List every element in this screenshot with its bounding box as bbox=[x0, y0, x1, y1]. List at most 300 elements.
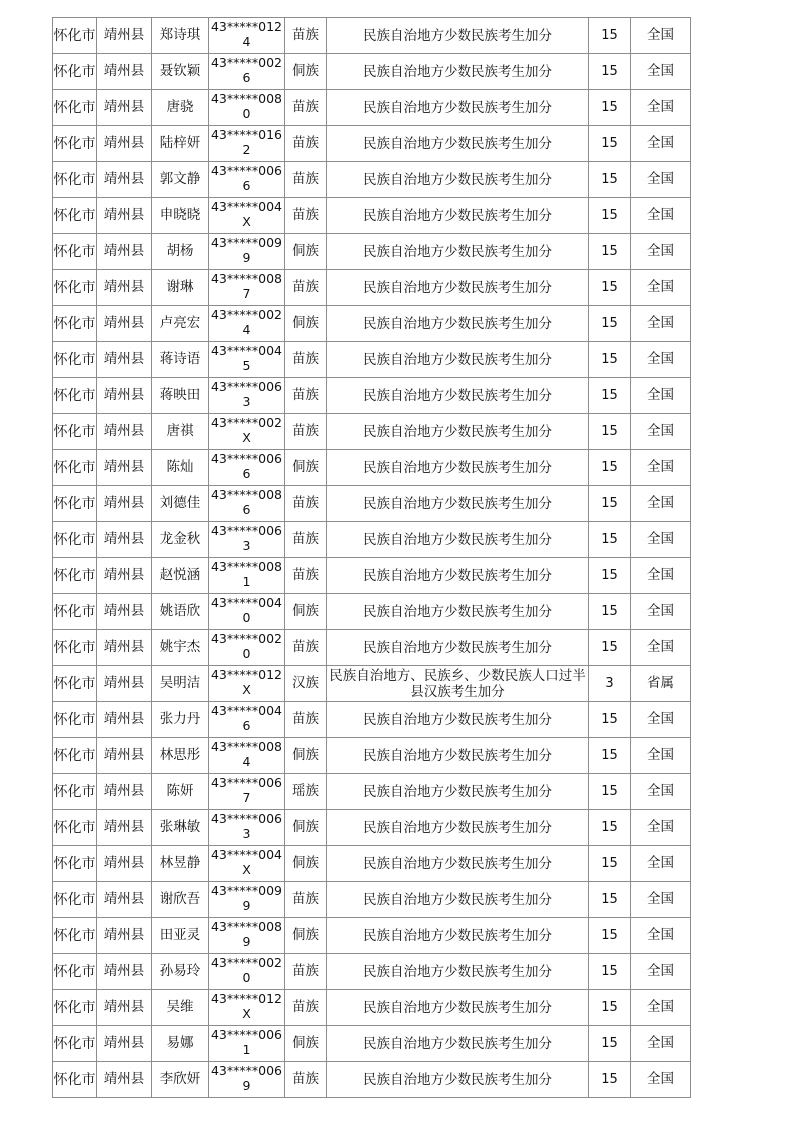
county-cell: 靖州县 bbox=[97, 774, 152, 810]
id-number-line-1: 43*****008 bbox=[210, 271, 282, 286]
ethnicity-cell: 瑶族 bbox=[285, 774, 327, 810]
id-number-cell bbox=[209, 882, 285, 918]
city-cell: 怀化市 bbox=[53, 270, 97, 306]
ethnicity-cell: 苗族 bbox=[285, 378, 327, 414]
scope-cell: 全国 bbox=[631, 198, 691, 234]
id-number-line-1: 43*****008 bbox=[210, 487, 282, 502]
county-cell: 靖州县 bbox=[97, 306, 152, 342]
bonus-item-cell: 民族自治地方少数民族考生加分 bbox=[327, 126, 589, 162]
name-cell: 胡杨 bbox=[152, 234, 209, 270]
bonus-score-cell: 15 bbox=[589, 198, 631, 234]
bonus-score-cell: 15 bbox=[589, 18, 631, 54]
bonus-score-cell: 15 bbox=[589, 810, 631, 846]
id-number-line-1: 43*****012 bbox=[210, 991, 282, 1006]
bonus-item-cell: 民族自治地方少数民族考生加分 bbox=[327, 90, 589, 126]
bonus-item-cell: 民族自治地方少数民族考生加分 bbox=[327, 306, 589, 342]
id-number-cell bbox=[209, 846, 285, 882]
id-number-line-1: 43*****008 bbox=[210, 919, 282, 934]
bonus-item-cell: 民族自治地方少数民族考生加分 bbox=[327, 918, 589, 954]
id-number-cell bbox=[209, 234, 285, 270]
county-cell: 靖州县 bbox=[97, 918, 152, 954]
id-number-line-1: 43*****012 bbox=[210, 19, 282, 34]
bonus-score-cell: 15 bbox=[589, 1062, 631, 1098]
bonus-item-cell: 民族自治地方少数民族考生加分 bbox=[327, 18, 589, 54]
table-row bbox=[53, 450, 691, 486]
table-row bbox=[53, 54, 691, 90]
city-cell: 怀化市 bbox=[53, 234, 97, 270]
ethnicity-cell: 侗族 bbox=[285, 810, 327, 846]
ethnicity-cell: 侗族 bbox=[285, 594, 327, 630]
id-number-line-2: 6 bbox=[242, 70, 251, 85]
scope-cell: 全国 bbox=[631, 558, 691, 594]
county-cell: 靖州县 bbox=[97, 810, 152, 846]
city-cell: 怀化市 bbox=[53, 414, 97, 450]
scope-cell: 全国 bbox=[631, 1026, 691, 1062]
table-row bbox=[53, 918, 691, 954]
bonus-score-cell: 15 bbox=[589, 306, 631, 342]
id-number-line-2: 3 bbox=[242, 394, 251, 409]
id-number-line-2: 7 bbox=[242, 790, 251, 805]
bonus-score-cell: 15 bbox=[589, 522, 631, 558]
table-body bbox=[53, 18, 691, 1098]
name-cell: 吴明洁 bbox=[152, 666, 209, 702]
id-number-cell bbox=[209, 918, 285, 954]
bonus-item-cell: 民族自治地方少数民族考生加分 bbox=[327, 738, 589, 774]
scope-cell: 全国 bbox=[631, 126, 691, 162]
table-row bbox=[53, 270, 691, 306]
bonus-score-cell: 15 bbox=[589, 558, 631, 594]
county-cell: 靖州县 bbox=[97, 54, 152, 90]
county-cell: 靖州县 bbox=[97, 234, 152, 270]
scope-cell: 全国 bbox=[631, 342, 691, 378]
city-cell: 怀化市 bbox=[53, 702, 97, 738]
id-number-line-1: 43*****004 bbox=[210, 199, 282, 214]
table-row bbox=[53, 342, 691, 378]
bonus-item-cell: 民族自治地方少数民族考生加分 bbox=[327, 522, 589, 558]
bonus-score-cell: 15 bbox=[589, 342, 631, 378]
scope-cell: 全国 bbox=[631, 738, 691, 774]
city-cell: 怀化市 bbox=[53, 486, 97, 522]
bonus-item-cell: 民族自治地方少数民族考生加分 bbox=[327, 630, 589, 666]
scope-cell: 全国 bbox=[631, 450, 691, 486]
city-cell: 怀化市 bbox=[53, 198, 97, 234]
id-number-line-1: 43*****004 bbox=[210, 595, 282, 610]
name-cell: 易娜 bbox=[152, 1026, 209, 1062]
scope-cell: 全国 bbox=[631, 810, 691, 846]
bonus-item-cell: 民族自治地方少数民族考生加分 bbox=[327, 414, 589, 450]
name-cell: 赵悦涵 bbox=[152, 558, 209, 594]
name-cell: 谢琳 bbox=[152, 270, 209, 306]
bonus-score-cell: 15 bbox=[589, 162, 631, 198]
table-row bbox=[53, 738, 691, 774]
bonus-item-cell: 民族自治地方少数民族考生加分 bbox=[327, 234, 589, 270]
id-number-line-1: 43*****006 bbox=[210, 1027, 282, 1042]
bonus-score-cell: 15 bbox=[589, 882, 631, 918]
id-number-line-2: 7 bbox=[242, 286, 251, 301]
scope-cell: 全国 bbox=[631, 630, 691, 666]
id-number-cell bbox=[209, 954, 285, 990]
table-row bbox=[53, 234, 691, 270]
city-cell: 怀化市 bbox=[53, 594, 97, 630]
bonus-item-cell: 民族自治地方少数民族考生加分 bbox=[327, 594, 589, 630]
ethnicity-cell: 苗族 bbox=[285, 990, 327, 1026]
bonus-score-cell: 15 bbox=[589, 378, 631, 414]
name-cell: 唐骁 bbox=[152, 90, 209, 126]
scope-cell: 全国 bbox=[631, 522, 691, 558]
county-cell: 靖州县 bbox=[97, 378, 152, 414]
id-number-line-2: 9 bbox=[242, 1078, 251, 1093]
city-cell: 怀化市 bbox=[53, 522, 97, 558]
table-row bbox=[53, 954, 691, 990]
city-cell: 怀化市 bbox=[53, 954, 97, 990]
ethnicity-cell: 苗族 bbox=[285, 126, 327, 162]
county-cell: 靖州县 bbox=[97, 846, 152, 882]
bonus-item-cell: 民族自治地方少数民族考生加分 bbox=[327, 54, 589, 90]
scope-cell: 全国 bbox=[631, 882, 691, 918]
bonus-points-table bbox=[52, 17, 691, 1098]
scope-cell: 全国 bbox=[631, 162, 691, 198]
id-number-line-2: 3 bbox=[242, 538, 251, 553]
county-cell: 靖州县 bbox=[97, 450, 152, 486]
scope-cell: 全国 bbox=[631, 1062, 691, 1098]
ethnicity-cell: 侗族 bbox=[285, 918, 327, 954]
id-number-line-2: 6 bbox=[242, 466, 251, 481]
name-cell: 卢亮宏 bbox=[152, 306, 209, 342]
scope-cell: 全国 bbox=[631, 990, 691, 1026]
id-number-cell bbox=[209, 558, 285, 594]
bonus-item-cell: 民族自治地方少数民族考生加分 bbox=[327, 342, 589, 378]
county-cell: 靖州县 bbox=[97, 882, 152, 918]
scope-cell: 全国 bbox=[631, 774, 691, 810]
county-cell: 靖州县 bbox=[97, 270, 152, 306]
scope-cell: 全国 bbox=[631, 234, 691, 270]
county-cell: 靖州县 bbox=[97, 702, 152, 738]
county-cell: 靖州县 bbox=[97, 630, 152, 666]
table-row bbox=[53, 990, 691, 1026]
table-row bbox=[53, 702, 691, 738]
city-cell: 怀化市 bbox=[53, 558, 97, 594]
county-cell: 靖州县 bbox=[97, 954, 152, 990]
table-row bbox=[53, 90, 691, 126]
bonus-item-cell: 民族自治地方少数民族考生加分 bbox=[327, 1062, 589, 1098]
id-number-line-2: 9 bbox=[242, 934, 251, 949]
table-row bbox=[53, 774, 691, 810]
city-cell: 怀化市 bbox=[53, 18, 97, 54]
table-row bbox=[53, 378, 691, 414]
county-cell: 靖州县 bbox=[97, 126, 152, 162]
id-number-line-2: 0 bbox=[242, 106, 251, 121]
county-cell: 靖州县 bbox=[97, 666, 152, 702]
ethnicity-cell: 苗族 bbox=[285, 522, 327, 558]
id-number-line-2: X bbox=[242, 430, 251, 445]
id-number-line-1: 43*****002 bbox=[210, 631, 282, 646]
name-cell: 刘德佳 bbox=[152, 486, 209, 522]
county-cell: 靖州县 bbox=[97, 198, 152, 234]
id-number-line-1: 43*****009 bbox=[210, 235, 282, 250]
bonus-score-cell: 15 bbox=[589, 54, 631, 90]
name-cell: 陈妍 bbox=[152, 774, 209, 810]
scope-cell: 全国 bbox=[631, 54, 691, 90]
ethnicity-cell: 侗族 bbox=[285, 450, 327, 486]
scope-cell: 省属 bbox=[631, 666, 691, 702]
bonus-item-cell: 民族自治地方少数民族考生加分 bbox=[327, 486, 589, 522]
scope-cell: 全国 bbox=[631, 702, 691, 738]
table-row bbox=[53, 306, 691, 342]
name-cell: 孙易玲 bbox=[152, 954, 209, 990]
id-number-cell bbox=[209, 126, 285, 162]
id-number-cell bbox=[209, 774, 285, 810]
id-number-line-2: 3 bbox=[242, 826, 251, 841]
ethnicity-cell: 苗族 bbox=[285, 162, 327, 198]
scope-cell: 全国 bbox=[631, 846, 691, 882]
ethnicity-cell: 汉族 bbox=[285, 666, 327, 702]
name-cell: 张力丹 bbox=[152, 702, 209, 738]
ethnicity-cell: 侗族 bbox=[285, 1026, 327, 1062]
id-number-line-2: 1 bbox=[242, 574, 251, 589]
id-number-line-1: 43*****006 bbox=[210, 379, 282, 394]
name-cell: 林思彤 bbox=[152, 738, 209, 774]
name-cell: 姚语欣 bbox=[152, 594, 209, 630]
id-number-line-1: 43*****012 bbox=[210, 667, 282, 682]
ethnicity-cell: 苗族 bbox=[285, 558, 327, 594]
ethnicity-cell: 苗族 bbox=[285, 1062, 327, 1098]
scope-cell: 全国 bbox=[631, 270, 691, 306]
city-cell: 怀化市 bbox=[53, 162, 97, 198]
county-cell: 靖州县 bbox=[97, 738, 152, 774]
id-number-cell bbox=[209, 738, 285, 774]
city-cell: 怀化市 bbox=[53, 774, 97, 810]
id-number-line-2: X bbox=[242, 862, 251, 877]
ethnicity-cell: 侗族 bbox=[285, 738, 327, 774]
name-cell: 姚宇杰 bbox=[152, 630, 209, 666]
city-cell: 怀化市 bbox=[53, 306, 97, 342]
county-cell: 靖州县 bbox=[97, 558, 152, 594]
id-number-line-2: 9 bbox=[242, 898, 251, 913]
city-cell: 怀化市 bbox=[53, 882, 97, 918]
id-number-line-2: 4 bbox=[242, 754, 251, 769]
ethnicity-cell: 苗族 bbox=[285, 486, 327, 522]
ethnicity-cell: 苗族 bbox=[285, 270, 327, 306]
id-number-cell bbox=[209, 198, 285, 234]
bonus-score-cell: 15 bbox=[589, 918, 631, 954]
table-row bbox=[53, 162, 691, 198]
city-cell: 怀化市 bbox=[53, 378, 97, 414]
ethnicity-cell: 侗族 bbox=[285, 846, 327, 882]
county-cell: 靖州县 bbox=[97, 1026, 152, 1062]
table-row bbox=[53, 810, 691, 846]
id-number-cell bbox=[209, 594, 285, 630]
bonus-score-cell: 15 bbox=[589, 702, 631, 738]
id-number-line-1: 43*****002 bbox=[210, 55, 282, 70]
table-row bbox=[53, 198, 691, 234]
id-number-line-2: 0 bbox=[242, 610, 251, 625]
scope-cell: 全国 bbox=[631, 594, 691, 630]
bonus-score-cell: 15 bbox=[589, 1026, 631, 1062]
county-cell: 靖州县 bbox=[97, 162, 152, 198]
name-cell: 林昱静 bbox=[152, 846, 209, 882]
ethnicity-cell: 苗族 bbox=[285, 630, 327, 666]
id-number-cell bbox=[209, 522, 285, 558]
name-cell: 陆梓妍 bbox=[152, 126, 209, 162]
ethnicity-cell: 苗族 bbox=[285, 702, 327, 738]
bonus-item-cell: 民族自治地方少数民族考生加分 bbox=[327, 450, 589, 486]
bonus-score-cell: 15 bbox=[589, 450, 631, 486]
id-number-line-1: 43*****002 bbox=[210, 955, 282, 970]
name-cell: 田亚灵 bbox=[152, 918, 209, 954]
bonus-score-cell: 15 bbox=[589, 486, 631, 522]
id-number-line-1: 43*****004 bbox=[210, 703, 282, 718]
city-cell: 怀化市 bbox=[53, 630, 97, 666]
bonus-item-cell: 民族自治地方少数民族考生加分 bbox=[327, 270, 589, 306]
id-number-cell bbox=[209, 162, 285, 198]
city-cell: 怀化市 bbox=[53, 126, 97, 162]
id-number-line-1: 43*****008 bbox=[210, 739, 282, 754]
ethnicity-cell: 苗族 bbox=[285, 90, 327, 126]
id-number-line-2: 9 bbox=[242, 250, 251, 265]
name-cell: 吴维 bbox=[152, 990, 209, 1026]
id-number-cell bbox=[209, 54, 285, 90]
id-number-line-1: 43*****008 bbox=[210, 91, 282, 106]
county-cell: 靖州县 bbox=[97, 342, 152, 378]
name-cell: 申晓晓 bbox=[152, 198, 209, 234]
id-number-line-1: 43*****006 bbox=[210, 523, 282, 538]
id-number-cell bbox=[209, 990, 285, 1026]
id-number-cell bbox=[209, 306, 285, 342]
name-cell: 郑诗琪 bbox=[152, 18, 209, 54]
name-cell: 谢欣吾 bbox=[152, 882, 209, 918]
bonus-score-cell: 15 bbox=[589, 630, 631, 666]
id-number-line-1: 43*****006 bbox=[210, 163, 282, 178]
id-number-cell bbox=[209, 1026, 285, 1062]
name-cell: 蒋诗语 bbox=[152, 342, 209, 378]
county-cell: 靖州县 bbox=[97, 594, 152, 630]
ethnicity-cell: 苗族 bbox=[285, 414, 327, 450]
bonus-item-cell: 民族自治地方少数民族考生加分 bbox=[327, 702, 589, 738]
bonus-item-cell: 民族自治地方少数民族考生加分 bbox=[327, 954, 589, 990]
table-row bbox=[53, 630, 691, 666]
scope-cell: 全国 bbox=[631, 918, 691, 954]
scope-cell: 全国 bbox=[631, 90, 691, 126]
ethnicity-cell: 侗族 bbox=[285, 306, 327, 342]
city-cell: 怀化市 bbox=[53, 738, 97, 774]
id-number-line-2: 6 bbox=[242, 178, 251, 193]
ethnicity-cell: 苗族 bbox=[285, 342, 327, 378]
id-number-cell bbox=[209, 702, 285, 738]
ethnicity-cell: 苗族 bbox=[285, 954, 327, 990]
ethnicity-cell: 苗族 bbox=[285, 882, 327, 918]
city-cell: 怀化市 bbox=[53, 1062, 97, 1098]
id-number-line-1: 43*****002 bbox=[210, 415, 282, 430]
city-cell: 怀化市 bbox=[53, 342, 97, 378]
city-cell: 怀化市 bbox=[53, 450, 97, 486]
name-cell: 蒋映田 bbox=[152, 378, 209, 414]
table-row bbox=[53, 18, 691, 54]
bonus-score-cell: 15 bbox=[589, 846, 631, 882]
id-number-line-2: 6 bbox=[242, 502, 251, 517]
city-cell: 怀化市 bbox=[53, 918, 97, 954]
bonus-item-cell: 民族自治地方少数民族考生加分 bbox=[327, 882, 589, 918]
id-number-cell bbox=[209, 666, 285, 702]
table-row bbox=[53, 558, 691, 594]
county-cell: 靖州县 bbox=[97, 486, 152, 522]
city-cell: 怀化市 bbox=[53, 846, 97, 882]
name-cell: 聂钦颖 bbox=[152, 54, 209, 90]
county-cell: 靖州县 bbox=[97, 522, 152, 558]
table-row bbox=[53, 486, 691, 522]
bonus-item-cell: 民族自治地方少数民族考生加分 bbox=[327, 162, 589, 198]
table-row bbox=[53, 846, 691, 882]
bonus-points-table-page bbox=[52, 17, 691, 1098]
id-number-line-2: 6 bbox=[242, 718, 251, 733]
id-number-line-2: 4 bbox=[242, 322, 251, 337]
county-cell: 靖州县 bbox=[97, 1062, 152, 1098]
id-number-line-2: 0 bbox=[242, 646, 251, 661]
name-cell: 龙金秋 bbox=[152, 522, 209, 558]
bonus-score-cell: 15 bbox=[589, 234, 631, 270]
id-number-line-1: 43*****009 bbox=[210, 883, 282, 898]
county-cell: 靖州县 bbox=[97, 90, 152, 126]
table-row bbox=[53, 1062, 691, 1098]
bonus-item-cell: 民族自治地方、民族乡、少数民族人口过半县汉族考生加分 bbox=[327, 666, 589, 702]
bonus-item-cell: 民族自治地方少数民族考生加分 bbox=[327, 1026, 589, 1062]
county-cell: 靖州县 bbox=[97, 414, 152, 450]
id-number-cell bbox=[209, 450, 285, 486]
name-cell: 李欣妍 bbox=[152, 1062, 209, 1098]
id-number-line-1: 43*****006 bbox=[210, 451, 282, 466]
scope-cell: 全国 bbox=[631, 486, 691, 522]
scope-cell: 全国 bbox=[631, 306, 691, 342]
ethnicity-cell: 苗族 bbox=[285, 198, 327, 234]
scope-cell: 全国 bbox=[631, 378, 691, 414]
city-cell: 怀化市 bbox=[53, 990, 97, 1026]
id-number-cell bbox=[209, 810, 285, 846]
id-number-cell bbox=[209, 342, 285, 378]
id-number-line-2: 2 bbox=[242, 142, 251, 157]
id-number-line-2: X bbox=[242, 682, 251, 697]
id-number-line-1: 43*****004 bbox=[210, 343, 282, 358]
bonus-score-cell: 3 bbox=[589, 666, 631, 702]
city-cell: 怀化市 bbox=[53, 54, 97, 90]
table-row bbox=[53, 666, 691, 702]
name-cell: 郭文静 bbox=[152, 162, 209, 198]
scope-cell: 全国 bbox=[631, 954, 691, 990]
id-number-line-2: 5 bbox=[242, 358, 251, 373]
ethnicity-cell: 苗族 bbox=[285, 18, 327, 54]
table-row bbox=[53, 522, 691, 558]
name-cell: 陈灿 bbox=[152, 450, 209, 486]
id-number-cell bbox=[209, 18, 285, 54]
table-row bbox=[53, 594, 691, 630]
bonus-score-cell: 15 bbox=[589, 594, 631, 630]
city-cell: 怀化市 bbox=[53, 810, 97, 846]
id-number-cell bbox=[209, 378, 285, 414]
bonus-score-cell: 15 bbox=[589, 738, 631, 774]
id-number-cell bbox=[209, 630, 285, 666]
table-row bbox=[53, 882, 691, 918]
id-number-cell bbox=[209, 90, 285, 126]
bonus-item-cell: 民族自治地方少数民族考生加分 bbox=[327, 378, 589, 414]
bonus-score-cell: 15 bbox=[589, 774, 631, 810]
ethnicity-cell: 侗族 bbox=[285, 234, 327, 270]
id-number-cell bbox=[209, 270, 285, 306]
name-cell: 唐祺 bbox=[152, 414, 209, 450]
bonus-score-cell: 15 bbox=[589, 270, 631, 306]
table-row bbox=[53, 414, 691, 450]
id-number-cell bbox=[209, 486, 285, 522]
scope-cell: 全国 bbox=[631, 18, 691, 54]
name-cell: 张琳敏 bbox=[152, 810, 209, 846]
id-number-line-1: 43*****006 bbox=[210, 1063, 282, 1078]
